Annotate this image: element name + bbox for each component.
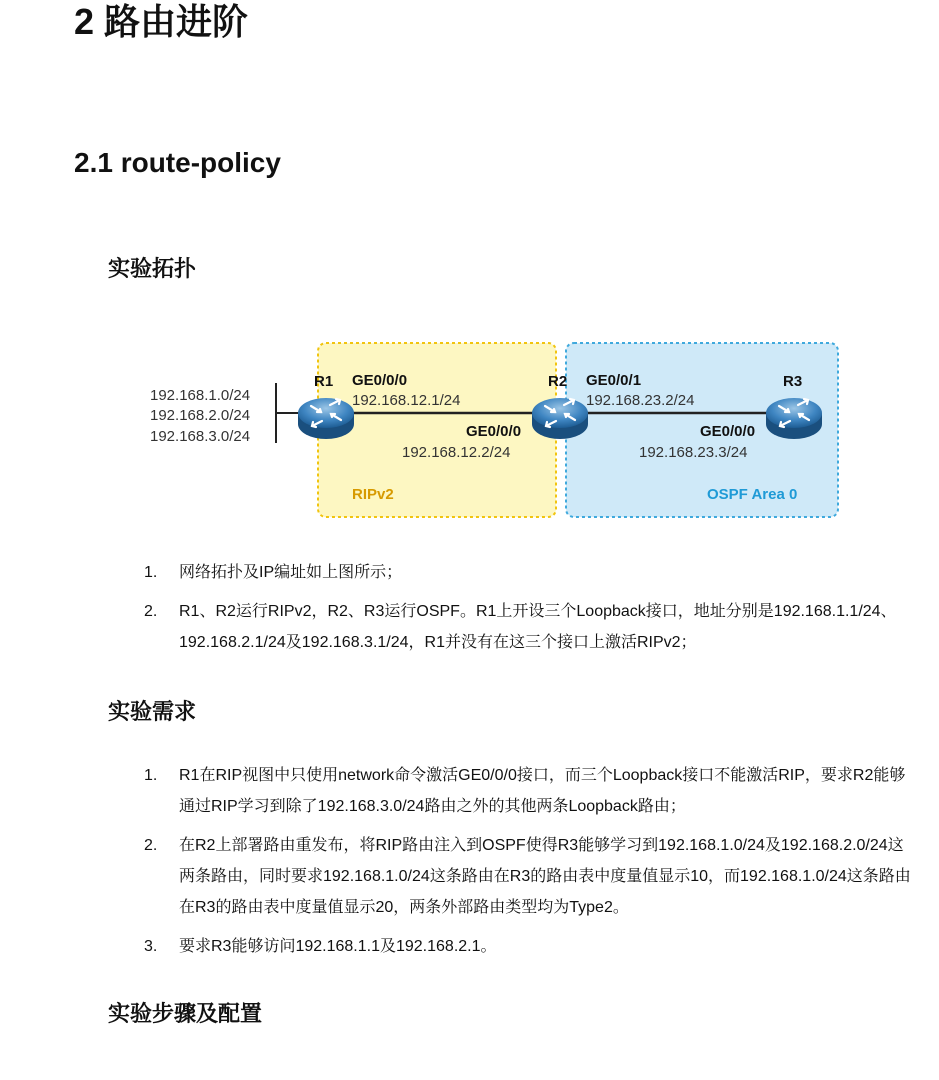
list-item: 3. 要求R3能够访问192.168.1.1及192.168.2.1。	[144, 938, 497, 955]
list-item: 2. 在R2上部署路由重发布，将RIP路由注入到OSPF使得R3能够学习到192.168.1.0/24及192.168.2.0/24这两条路由，同时要求192.168.1.0/24这条路由在R3的路由表中度量值显示10，而192.168.1.0/24这条路由在R3的路由表中度量值显示20，两条外部路由类型均为Type2。	[144, 837, 911, 916]
r2-right-interface: GE0/0/1	[586, 372, 642, 389]
list-item: 2. R1、R2运行RIPv2，R2、R3运行OSPF。R1上开设三个Loopback接口，地址分别是192.168.1.1/24、192.168.2.1/24及192.168.3.1/24，R1并没有在这三个接口上激活RIPv2；	[144, 603, 897, 651]
route-1: 192.168.1.0/24	[150, 387, 251, 404]
rip-area-label: RIPv2	[352, 486, 394, 503]
r1-router-icon	[298, 398, 354, 439]
topology-heading: 实验拓扑	[108, 256, 197, 281]
chapter-title: 2 路由进阶	[74, 1, 249, 42]
r2-label: R2	[548, 373, 568, 390]
r1-ip: 192.168.12.1/24	[352, 392, 461, 409]
r3-ip: 192.168.23.3/24	[639, 444, 748, 461]
route-2: 192.168.2.0/24	[150, 407, 251, 424]
r1-interface: GE0/0/0	[352, 372, 408, 389]
r2-left-interface: GE0/0/0	[466, 423, 522, 440]
network-topology-diagram	[140, 333, 850, 528]
r1-label: R1	[314, 373, 334, 390]
requirements-list	[144, 760, 914, 970]
route-3: 192.168.3.0/24	[150, 428, 251, 445]
intro-list	[144, 557, 914, 666]
list-item: 1. 网络拓扑及IP编址如上图所示；	[144, 564, 403, 581]
r3-router-icon	[766, 398, 822, 439]
r2-left-ip: 192.168.12.2/24	[402, 444, 511, 461]
r3-label: R3	[783, 373, 803, 390]
r2-router-icon	[532, 398, 588, 439]
steps-heading: 实验步骤及配置	[108, 1001, 263, 1026]
requirements-heading: 实验需求	[108, 699, 197, 724]
section-title: 2.1 route-policy	[74, 147, 281, 178]
r3-interface: GE0/0/0	[700, 423, 756, 440]
ospf-area-label: OSPF Area 0	[707, 486, 798, 503]
r2-right-ip: 192.168.23.2/24	[586, 392, 695, 409]
list-item: 1. R1在RIP视图中只使用network命令激活GE0/0/0接口，而三个Loopback接口不能激活RIP，要求R2能够通过RIP学习到除了192.168.3.0/24路由之外的其他两条Loopback路由；	[144, 767, 906, 815]
